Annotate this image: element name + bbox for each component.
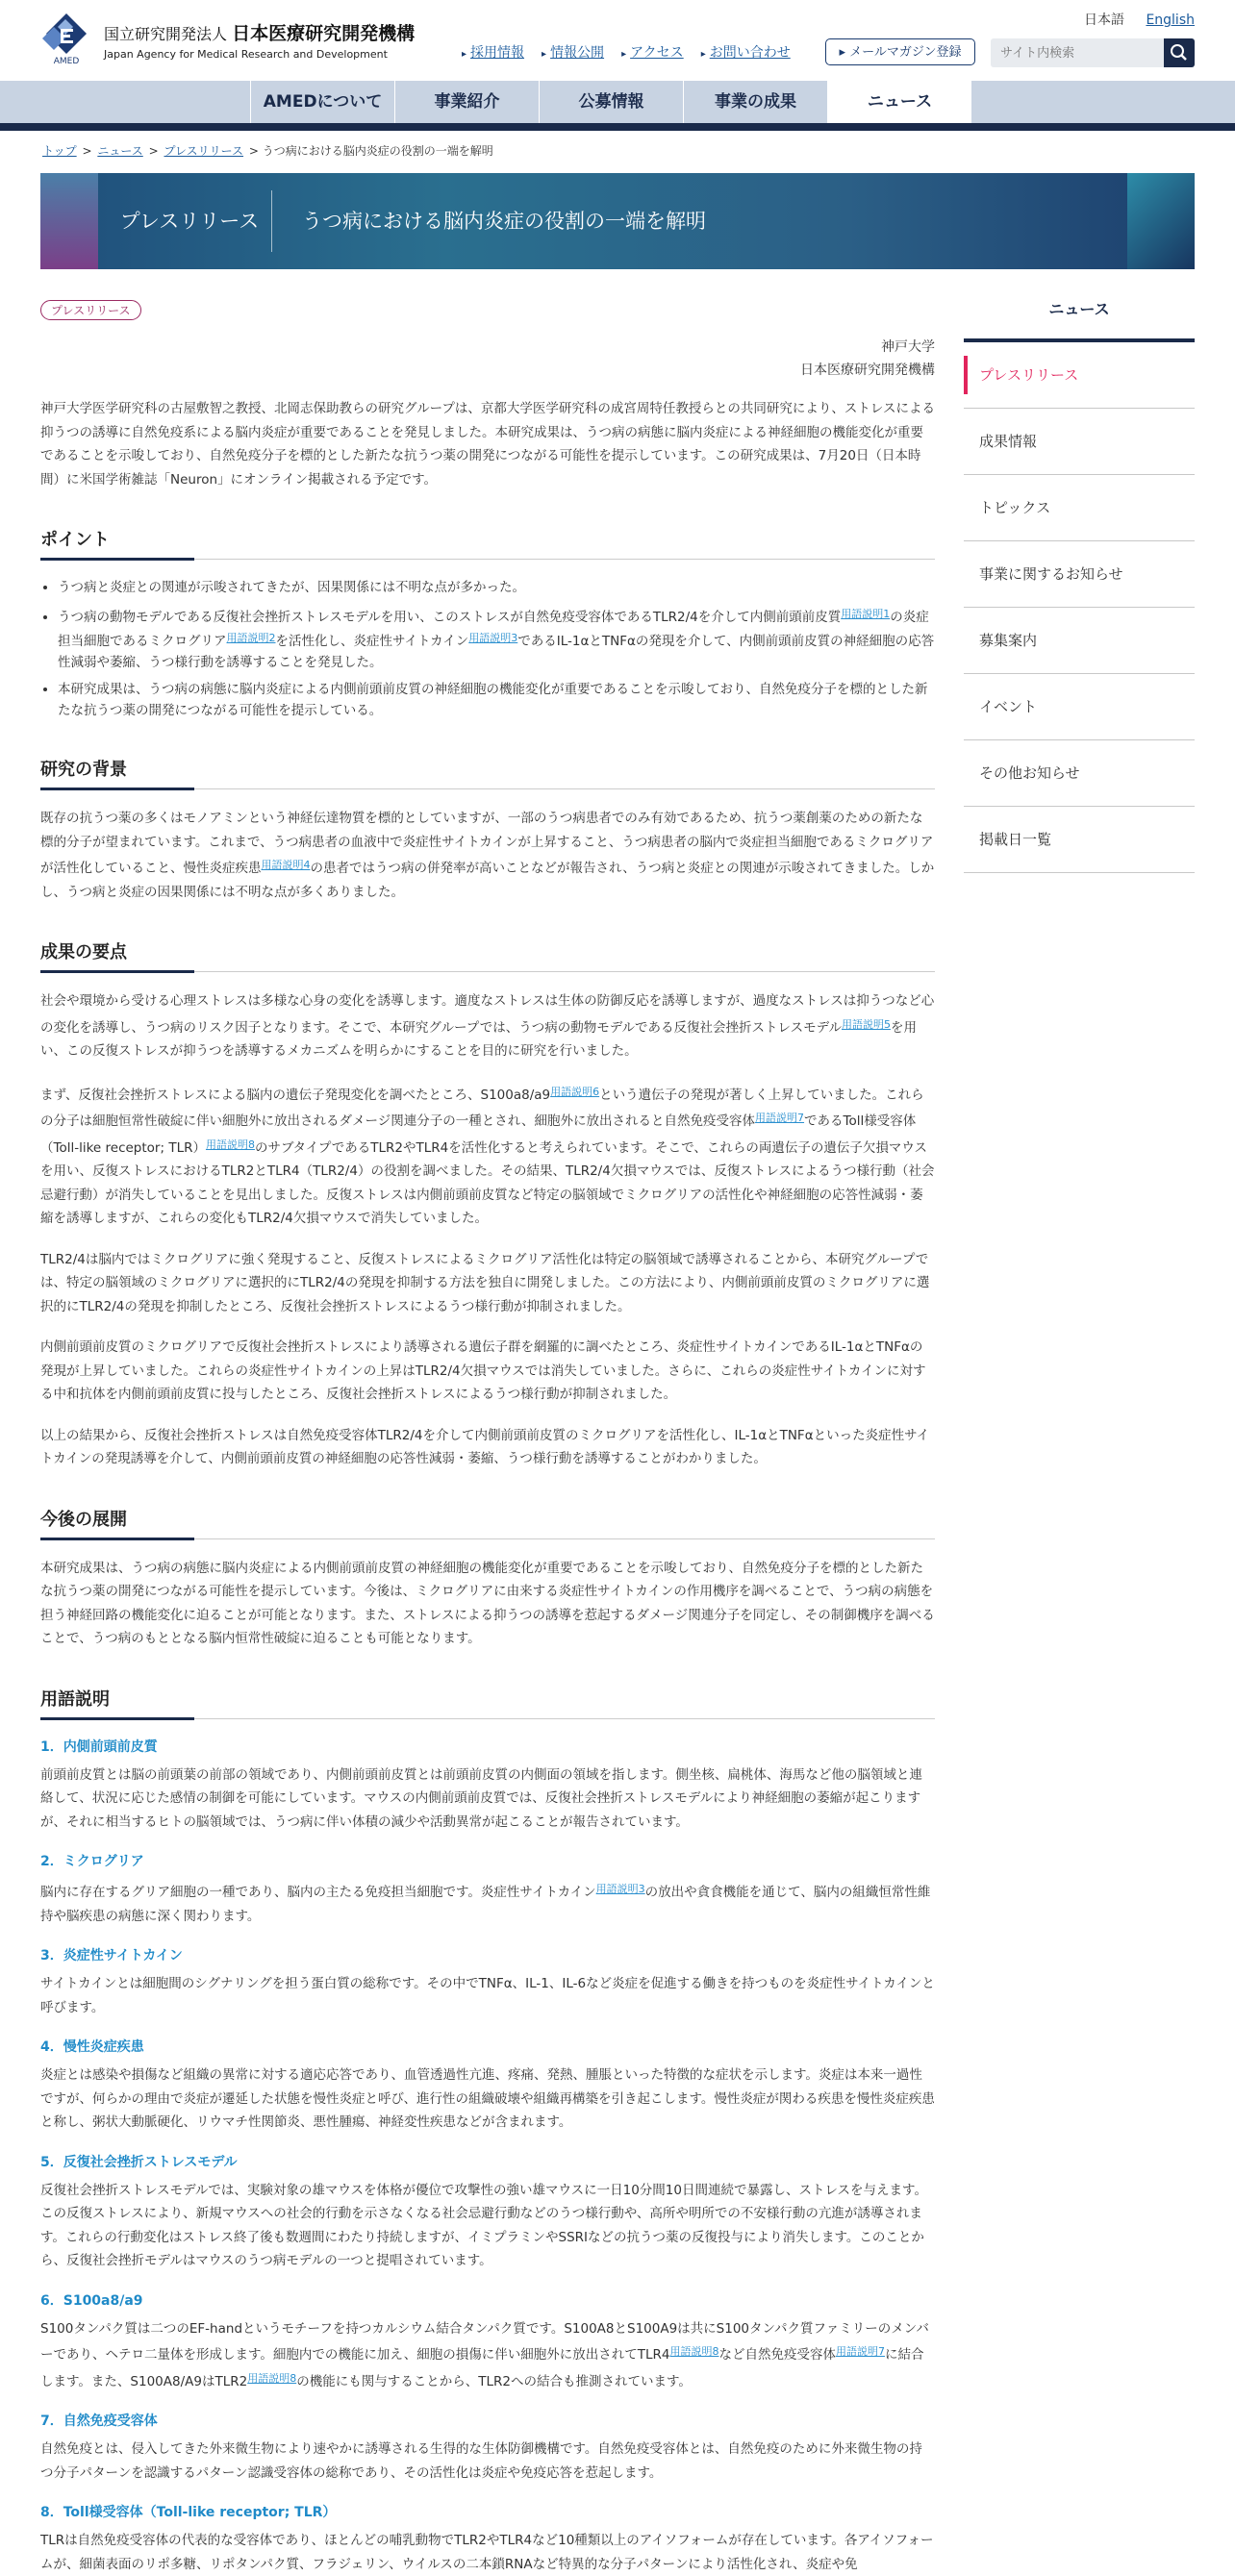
lang-ja[interactable]: 日本語 (1084, 13, 1124, 28)
link-access[interactable]: ▸ アクセス (621, 42, 684, 62)
glossary-link[interactable]: 用語説明2 (227, 632, 276, 644)
nav-results[interactable]: 事業の成果 (683, 81, 827, 123)
glossary-link[interactable]: 用語説明8 (669, 2345, 718, 2358)
glossary-term: 1．内側前頭前皮質 (40, 1737, 935, 1756)
sidebar-item-events[interactable]: イベント (964, 674, 1195, 740)
glossary-link[interactable]: 用語説明1 (841, 608, 890, 620)
glossary-link[interactable]: 用語説明3 (596, 1883, 645, 1895)
results-paragraph: TLR2/4は脳内ではミクログリアに強く発現すること、反復ストレスによるミクログリア活性化は特定の脳領域で誘導されることから、本研究グループでは、特定の脳領域のミクログリアに選択的にTLR2/4の発現を抑制する方法を独自に開発しました。この方法により、内側前頭前皮質のミクログリアに選択的にTLR2/4の発現を抑制したところ、反復社会挫折ストレスによるうつ様行動が抑制されました。 (40, 1248, 935, 1319)
list-item: • うつ病の動物モデルである反復社会挫折ストレスモデルを用い、このストレスが自然免疫受容体であるTLR2/4を介して内側前頭前皮質$^{用語説明1}$の炎症担当細胞であるミクログリア$^{用語説明2}$を活性化し、炎症性サイトカイン$^{用語説明3}$であるIL-1αとTNFαの発現を介して、内側前頭前皮質の神経細胞の応答性減弱や萎縮、うつ様行動を誘導することを発見した。 (58, 604, 935, 673)
language-switcher (1084, 10, 1195, 29)
page-banner (40, 173, 1195, 269)
nav-news[interactable]: ニュース (827, 81, 971, 123)
glossary-definition: 脳内に存在するグリア細胞の一種であり、脳内の主たる免疫担当細胞です。炎症性サイトカイン$^{用語説明3}$の放出や貪食機能を通じて、脳内の組織恒常性維持や脳疾患の病態に深く関わります。 (40, 1878, 935, 1928)
section-points (40, 526, 935, 721)
glossary-definition: S100タンパク質は二つのEF-handというモチーフを持つカルシウム結合タンパク質です。S100A8とS100A9は共にS100タンパク質ファミリーのメンバーであり、ヘテロ二量体を形成します。細胞内での機能に加え、細胞の損傷に伴い細胞外に放出されてTLR4$^{用語説明8}$など自然免疫受容体$^{用語説明7}$に結合します。また、S100A8/A9はTLR2$^{用語説明8}$の機能にも関与することから、TLR2への結合も推測されています。 (40, 2317, 935, 2394)
background-heading: 研究の背景 (40, 756, 935, 789)
glossary-link[interactable]: 用語説明8 (247, 2372, 296, 2385)
search-input[interactable] (991, 38, 1164, 67)
sidebar-item-recruitment[interactable]: 募集案内 (964, 608, 1195, 674)
results-paragraph: 社会や環境から受ける心理ストレスは多様な心身の変化を誘導します。適度なストレスは生体の防御反応を誘導しますが、過度なストレスは抑うつなど心の変化を誘導し、うつ病のリスク因子となります。そこで、本研究グループでは、うつ病の動物モデルである反復社会挫折ストレスモデル$^{用語説明5}$を用い、この反復ストレスが抑うつを誘導するメカニズムを明らかにすることを目的に研究を行いました。 (40, 989, 935, 1063)
sidebar-item-press-release[interactable]: プレスリリース (964, 342, 1195, 409)
glossary-term: 3．炎症性サイトカイン (40, 1945, 935, 1964)
glossary-link[interactable]: 用語説明5 (842, 1018, 891, 1031)
points-heading: ポイント (40, 526, 935, 560)
banner-category: プレスリリース (98, 173, 281, 269)
breadcrumb-top[interactable]: トップ (42, 144, 77, 158)
nav-about[interactable]: AMEDについて (250, 81, 394, 123)
logo-caption: AMED (54, 57, 80, 66)
breadcrumb-news[interactable]: ニュース (97, 144, 142, 158)
org-type: 国立研究開発法人 (104, 25, 227, 43)
search-button[interactable] (1164, 38, 1195, 67)
glossary-link[interactable]: 用語説明8 (206, 1138, 255, 1151)
org-name: 日本医療研究開発機構 (232, 23, 415, 44)
glossary-link[interactable]: 用語説明3 (468, 632, 517, 644)
category-tag[interactable]: プレスリリース (40, 300, 141, 320)
glossary-term: 2．ミクログリア (40, 1851, 935, 1870)
article-intro: 神戸大学医学研究科の古屋敷智之教授、北岡志保助教らの研究グループは、京都大学医学研究科の成宮周特任教授らとの共同研究により、ストレスによる抑うつの誘導に自然免疫系による脳内炎症が重要であることを発見しました。本研究成果は、うつ病の病態に脳内炎症による神経細胞の機能変化が重要であることを示唆しており、自然免疫分子を標的とした新たな抗うつ薬の開発につながる可能性を提示しています。この研究成果は、7月20日（日本時間）に米国学術雑誌「Neuron」にオンライン掲載される予定です。 (40, 397, 935, 491)
glossary-definition: 自然免疫とは、侵入してきた外来微生物により速やかに誘導される生得的な生体防御機構です。自然免疫受容体とは、自然免疫のために外来微生物の持つ分子パターンを認識するパターン認識受容体の総称であり、その活性化は炎症や免疫応答を惹起します。 (40, 2438, 935, 2485)
glossary-link[interactable]: 用語説明4 (262, 859, 311, 871)
link-disclosure[interactable]: ▸ 情報公開 (542, 42, 604, 62)
nav-calls[interactable]: 公募情報 (539, 81, 683, 123)
breadcrumb-current: うつ病における脳内炎症の役割の一端を解明 (263, 144, 493, 158)
list-item: • うつ病と炎症との関連が示唆されてきたが、因果関係には不明な点が多かった。 (58, 577, 935, 598)
link-contact[interactable]: ▸ お問い合わせ (701, 42, 791, 62)
lang-en-link[interactable]: English (1146, 13, 1195, 28)
sidebar-item-date-list[interactable]: 掲載日一覧 (964, 807, 1195, 873)
logo-mark-icon (38, 12, 94, 65)
article-orgs: 神戸大学 日本医療研究開発機構 (40, 336, 935, 382)
glossary-link[interactable]: 用語説明7 (836, 2345, 885, 2358)
glossary-link[interactable]: 用語説明6 (550, 1086, 599, 1098)
glossary-term: 6．S100a8/a9 (40, 2290, 935, 2310)
section-glossary (40, 1686, 935, 2576)
glossary-definition: 反復社会挫折ストレスモデルでは、実験対象の雄マウスを体格が優位で攻撃性の強い雄マウスに一日10分間10日間連続で暴露し、ストレスを与えます。この反復ストレスにより、新規マウスへの社会的行動を示さなくなる社会忌避行動などのうつ様行動や、高所や明所での不安様行動の亢進が誘導されます。これらの行動変化はストレス終了後も数週間にわたり持続しますが、イミプラミンやSSRIなどの抗うつ薬の反復投与により消失します。このことから、反復社会挫折モデルはマウスのうつ病モデルの一つと提唱されています。 (40, 2179, 935, 2273)
glossary-term: 7．自然免疫受容体 (40, 2411, 935, 2430)
breadcrumb-press[interactable]: プレスリリース (164, 144, 243, 158)
banner-decoration (40, 173, 98, 269)
glossary-definition: 前頭前皮質とは脳の前頭葉の前部の領域であり、内側前頭前皮質とは前頭前皮質の内側面の領域を指します。側坐核、扁桃体、海馬など他の脳領域と連絡して、状況に応じた感情の制御を可能にしています。マウスの内側前頭前皮質では、反復社会挫折ストレスモデルにより神経細胞の萎縮が起こりますが、それに相当するヒトの脳領域では、うつ病に伴い体積の減少や活動異常が起こることが報告されています。 (40, 1763, 935, 1835)
list-item: • 本研究成果は、うつ病の病態に脳内炎症による内側前頭前皮質の神経細胞の機能変化が重要であることを示唆しており、自然免疫分子を標的とした新たな抗うつ薬の開発につながる可能性を提示している。 (58, 679, 935, 721)
results-heading: 成果の要点 (40, 938, 935, 972)
results-paragraph: 内側前頭前皮質のミクログリアで反復社会挫折ストレスにより誘導される遺伝子群を網羅的に調べたところ、炎症性サイトカインであるIL-1αとTNFαの発現が上昇していました。これらの炎症性サイトカインの上昇はTLR2/4欠損マウスでは消失していました。さらに、これらの炎症性サイトカインに対する中和抗体を内側前頭前皮質に投与したところ、反復社会挫折ストレスによるうつ様行動が抑制されました。 (40, 1336, 935, 1407)
mail-magazine-button[interactable]: ▸ メールマガジン登録 (825, 38, 975, 65)
glossary-definition: 炎症とは感染や損傷など組織の異常に対する適応応答であり、血管透過性亢進、疼痛、発熱、腫脹といった特徴的な症状を示します。炎症は本来一過性ですが、何らかの理由で炎症が遷延した状態を慢性炎症と呼び、進行性の組織破壊や組織再構築を引き起こします。慢性炎症が関わる疾患を慢性炎症疾患と称し、粥状大動脈硬化、リウマチ性関節炎、悪性腫瘍、神経変性疾患などが含まれます。 (40, 2063, 935, 2135)
glossary-heading: 用語説明 (40, 1686, 935, 1719)
search-icon (1164, 38, 1195, 67)
nav-projects[interactable]: 事業紹介 (394, 81, 539, 123)
section-background (40, 756, 935, 904)
sidebar (964, 300, 1195, 873)
future-heading: 今後の展開 (40, 1506, 935, 1539)
results-paragraph: まず、反復社会挫折ストレスによる脳内の遺伝子発現変化を調べたところ、S100a8/a9$^{用語説明6}$という遺伝子の発現が著しく上昇していました。これらの分子は細胞恒常性破綻に伴い細胞外に放出されるダメージ関連分子の一種とされ、細胞外に放出されると自然免疫受容体$^{用語説明7}$であるToll様受容体（Toll-like receptor; TLR）$^{用語説明8}$のサブタイプであるTLR2やTLR4を活性化すると考えられています。そこで、これらの両遺伝子の遺伝子欠損マウスを用い、反復ストレスにおけるTLR2とTLR4（TLR2/4）の役割を調べました。その結果、TLR2/4欠損マウスでは、反復ストレスによるうつ様行動（社会忌避行動）が消失していることを見出しました。反復ストレスは内側前頭前皮質など特定の脳領域でミクログリアの活性化や神経細胞の応答性減弱・萎縮を誘導しますが、これらの変化もTLR2/4欠損マウスで消失していました。 (40, 1081, 935, 1231)
glossary-definition: TLRは自然免疫受容体の代表的な受容体であり、ほとんどの哺乳動物でTLR2やTLR4など10種類以上のアイソフォームが存在しています。各アイソフォームが、細菌表面のリポ多糖、リポタンパク質、フラジェリン、ウイルスの二本鎖RNAなど特異的な分子パターンにより活性化され、炎症や免 (40, 2529, 935, 2576)
section-results (40, 938, 935, 1471)
amed-logo[interactable] (38, 12, 415, 65)
section-future (40, 1506, 935, 1651)
site-search (991, 38, 1195, 67)
sidebar-item-project-notices[interactable]: 事業に関するお知らせ (964, 541, 1195, 608)
global-nav (0, 81, 1235, 123)
sidebar-title: ニュース (964, 300, 1195, 335)
glossary-term: 8．Toll様受容体（Toll-like receptor; TLR） (40, 2502, 935, 2521)
org-name-en: Japan Agency for Medical Research and Development (104, 48, 415, 61)
results-paragraph: 以上の結果から、反復社会挫折ストレスは自然免疫受容体TLR2/4を介して内側前頭前皮質のミクログリアを活性化し、IL-1αとTNFαといった炎症性サイトカインの発現誘導を介して、内側前頭前皮質の神経細胞の応答性減弱・萎縮、うつ様行動を誘導することがわかりました。 (40, 1424, 935, 1471)
chevron-right-icon: ▸ (839, 45, 849, 60)
points-list (40, 577, 935, 721)
glossary-term: 5．反復社会挫折ストレスモデル (40, 2152, 935, 2171)
future-text: 本研究成果は、うつ病の病態に脳内炎症による内側前頭前皮質の神経細胞の機能変化が重要であることを示唆しており、自然免疫分子を標的とした新たな抗うつ薬の開発につながる可能性を提示しています。今後は、ミクログリアに由来する炎症性サイトカインの作用機序を調べることで、うつ病の病態を担う神経回路の機能変化に迫ることが可能となります。また、ストレスによる抑うつの誘導を惹起するダメージ関連分子を同定し、その制御機序を調べることで、うつ病のもととなる脳内恒常性破綻に迫ることも可能となります。 (40, 1557, 935, 1651)
article (40, 300, 935, 2576)
link-recruit[interactable]: ▸ 採用情報 (462, 42, 524, 62)
sidebar-item-topics[interactable]: トピックス (964, 475, 1195, 541)
breadcrumb: トップ > ニュース > プレスリリース > うつ病における脳内炎症の役割の一端を解明 (40, 142, 493, 159)
nav-underline (0, 123, 1235, 131)
sidebar-item-other-notices[interactable]: その他お知らせ (964, 740, 1195, 807)
background-text: 既存の抗うつ薬の多くはモノアミンという神経伝達物質を標的としていますが、一部のうつ病患者でのみ有効であるため、抗うつ薬創薬のための新たな標的分子が望まれています。これまで、うつ病患者の血液中で炎症性サイトカインが上昇すること、うつ病患者の脳内で炎症担当細胞であるミクログリアが活性化していること、慢性炎症疾患$^{用語説明4}$の患者ではうつ病の併発率が高いことなどが報告され、うつ病と炎症との関連が示唆されてきました。しかし、うつ病と炎症の因果関係には不明な点が多くありました。 (40, 807, 935, 904)
page-title: うつ病における脳内炎症の役割の一端を解明 (302, 173, 706, 269)
glossary-definition: サイトカインとは細胞間のシグナリングを担う蛋白質の総称です。その中でTNFα、IL-1、IL-6など炎症を促進する働きを持つものを炎症性サイトカインと呼びます。 (40, 1972, 935, 2019)
glossary-link[interactable]: 用語説明7 (755, 1112, 804, 1124)
utility-links (462, 42, 808, 62)
site-header (0, 0, 1235, 81)
sidebar-item-results[interactable]: 成果情報 (964, 409, 1195, 475)
banner-decoration-right (1127, 173, 1195, 269)
glossary-term: 4．慢性炎症疾患 (40, 2037, 935, 2056)
